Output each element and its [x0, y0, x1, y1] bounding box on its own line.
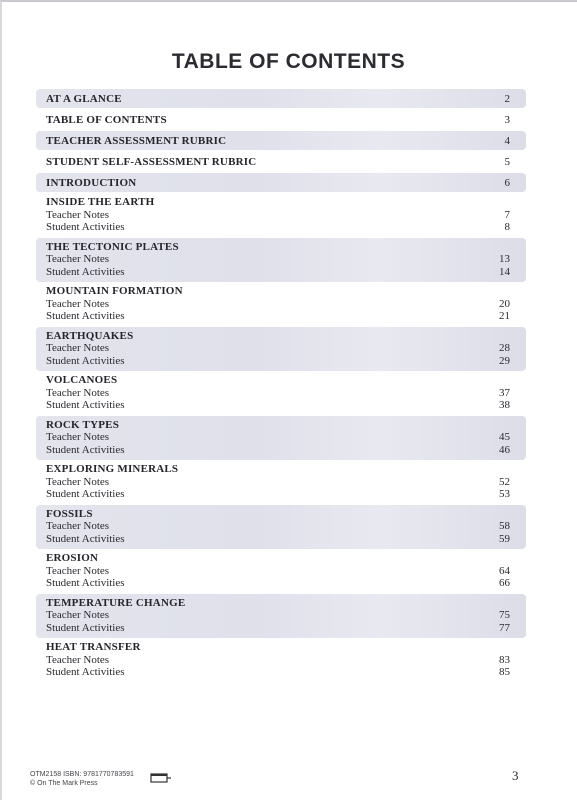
sub-entry-label: Teacher Notes: [46, 386, 110, 399]
section-heading: FOSSILS: [46, 507, 93, 520]
toc-heading-row: [36, 89, 526, 108]
page-ref: 20: [499, 297, 510, 310]
sub-entry-label: Teacher Notes: [46, 342, 110, 354]
toc-entry: [36, 193, 526, 238]
section-heading: STUDENT SELF-ASSESSMENT RUBRIC: [46, 155, 257, 168]
page-ref: 58: [499, 520, 510, 532]
toc-entry: [36, 131, 526, 150]
toc-sub-row: [36, 577, 526, 590]
toc-sub-row: [36, 298, 526, 311]
page-ref: 3: [504, 113, 510, 126]
toc-sub-row: [36, 533, 526, 546]
page-ref: 37: [499, 386, 510, 399]
toc-sub-row: [36, 520, 526, 533]
toc-sub-row: [36, 355, 526, 368]
sub-entry-label: Teacher Notes: [46, 475, 110, 488]
toc-sub-row: [36, 253, 526, 266]
sub-entry-label: Student Activities: [46, 399, 125, 411]
toc-heading-row: [36, 196, 526, 209]
page-ref: 28: [499, 342, 510, 354]
section-heading: ROCK TYPES: [46, 418, 120, 431]
toc-heading-row: [36, 131, 526, 150]
sub-entry-label: Teacher Notes: [46, 564, 110, 577]
toc-entry: [36, 173, 526, 192]
sub-entry-label: Student Activities: [46, 310, 125, 322]
toc-heading-row: [36, 641, 526, 654]
footer-code: OTM2158 ISBN: 9781770783591: [30, 771, 134, 778]
toc-sub-row: [36, 310, 526, 323]
toc-entry: [36, 327, 526, 372]
page-ref: 7: [504, 208, 510, 221]
section-heading: INSIDE THE EARTH: [46, 196, 155, 208]
toc-sub-row: [36, 431, 526, 444]
section-heading: VOLCANOES: [46, 374, 118, 386]
toc-entry: [36, 282, 526, 327]
page-ref: 8: [504, 221, 510, 233]
footer-info: [30, 770, 134, 788]
toc-heading-row: [36, 597, 526, 610]
toc-sub-row: [36, 342, 526, 355]
sub-entry-label: Teacher Notes: [46, 520, 110, 532]
toc-heading-row: [36, 330, 526, 343]
toc-entry: [36, 638, 526, 683]
page-ref: 64: [499, 564, 510, 577]
toc-entry: [36, 371, 526, 416]
toc-sub-row: [36, 444, 526, 457]
section-heading: AT A GLANCE: [46, 92, 122, 105]
toc-sub-row: [36, 209, 526, 222]
sub-entry-label: Student Activities: [46, 577, 125, 589]
sub-entry-label: Teacher Notes: [46, 431, 110, 443]
page-ref: 59: [499, 532, 510, 545]
toc-entry: [36, 416, 526, 461]
sub-entry-label: Teacher Notes: [46, 297, 110, 310]
logo-icon: [150, 772, 172, 784]
page-ref: 83: [499, 653, 510, 666]
sub-entry-label: Student Activities: [46, 354, 125, 367]
toc-heading-row: [36, 463, 526, 476]
page-ref: 6: [504, 176, 510, 189]
toc-sub-row: [36, 387, 526, 400]
sub-entry-label: Student Activities: [46, 443, 125, 456]
toc-heading-row: [36, 374, 526, 387]
sub-entry-label: Teacher Notes: [46, 208, 110, 221]
toc-sub-row: [36, 609, 526, 622]
sub-entry-label: Student Activities: [46, 666, 125, 678]
section-heading: TABLE OF CONTENTS: [46, 113, 167, 126]
page-ref: 66: [499, 577, 510, 589]
toc-entry: [36, 594, 526, 639]
toc-heading-row: [36, 552, 526, 565]
sub-entry-label: Student Activities: [46, 532, 125, 545]
toc-heading-row: [36, 285, 526, 298]
table-of-contents: [36, 88, 526, 683]
toc-heading-row: [36, 241, 526, 254]
page-ref: 2: [504, 92, 510, 105]
section-heading: EROSION: [46, 552, 99, 564]
toc-sub-row: [36, 221, 526, 234]
footer-copyright: © On The Mark Press: [30, 780, 98, 787]
toc-entry: [36, 505, 526, 550]
toc-entry: [36, 460, 526, 505]
page-ref: 13: [499, 253, 510, 265]
page-ref: 14: [499, 265, 510, 278]
toc-heading-row: [36, 508, 526, 521]
page-ref: 52: [499, 475, 510, 488]
section-heading: MOUNTAIN FORMATION: [46, 285, 183, 297]
page-ref: 46: [499, 443, 510, 456]
page-ref: 77: [499, 621, 510, 634]
sub-entry-label: Student Activities: [46, 265, 125, 278]
sub-entry-label: Student Activities: [46, 221, 125, 233]
toc-sub-row: [36, 654, 526, 667]
toc-sub-row: [36, 399, 526, 412]
page-ref: 29: [499, 354, 510, 367]
sub-entry-label: Teacher Notes: [46, 653, 110, 666]
page-ref: 53: [499, 488, 510, 500]
toc-entry: [36, 238, 526, 283]
toc-sub-row: [36, 666, 526, 679]
toc-sub-row: [36, 476, 526, 489]
page-ref: 85: [499, 666, 510, 678]
toc-heading-row: [36, 419, 526, 432]
page-ref: 5: [504, 155, 510, 168]
toc-heading-row: [36, 151, 526, 172]
toc-sub-row: [36, 488, 526, 501]
toc-sub-row: [36, 266, 526, 279]
section-heading: INTRODUCTION: [46, 176, 137, 189]
sub-entry-label: Teacher Notes: [46, 253, 110, 265]
toc-entry: [36, 549, 526, 594]
toc-entry: [36, 151, 526, 172]
section-heading: EXPLORING MINERALS: [46, 463, 179, 475]
page-ref: 38: [499, 399, 510, 411]
page-ref: 75: [499, 609, 510, 621]
section-heading: HEAT TRANSFER: [46, 641, 141, 653]
section-heading: TEACHER ASSESSMENT RUBRIC: [46, 134, 227, 147]
sub-entry-label: Student Activities: [46, 621, 125, 634]
section-heading: EARTHQUAKES: [46, 329, 134, 342]
page-title: TABLE OF CONTENTS: [171, 50, 406, 73]
toc-heading-row: [36, 173, 526, 192]
page-ref: 21: [499, 310, 510, 322]
page-ref: 45: [499, 431, 510, 443]
toc-entry: [36, 109, 526, 130]
toc-entry: [36, 89, 526, 108]
toc-sub-row: [36, 622, 526, 635]
toc-heading-row: [36, 109, 526, 130]
section-heading: THE TECTONIC PLATES: [46, 240, 179, 253]
section-heading: TEMPERATURE CHANGE: [46, 596, 186, 609]
page-ref: 4: [504, 134, 510, 147]
sub-entry-label: Student Activities: [46, 488, 125, 500]
page-number: 3: [512, 768, 519, 783]
sub-entry-label: Teacher Notes: [46, 609, 110, 621]
toc-sub-row: [36, 565, 526, 578]
